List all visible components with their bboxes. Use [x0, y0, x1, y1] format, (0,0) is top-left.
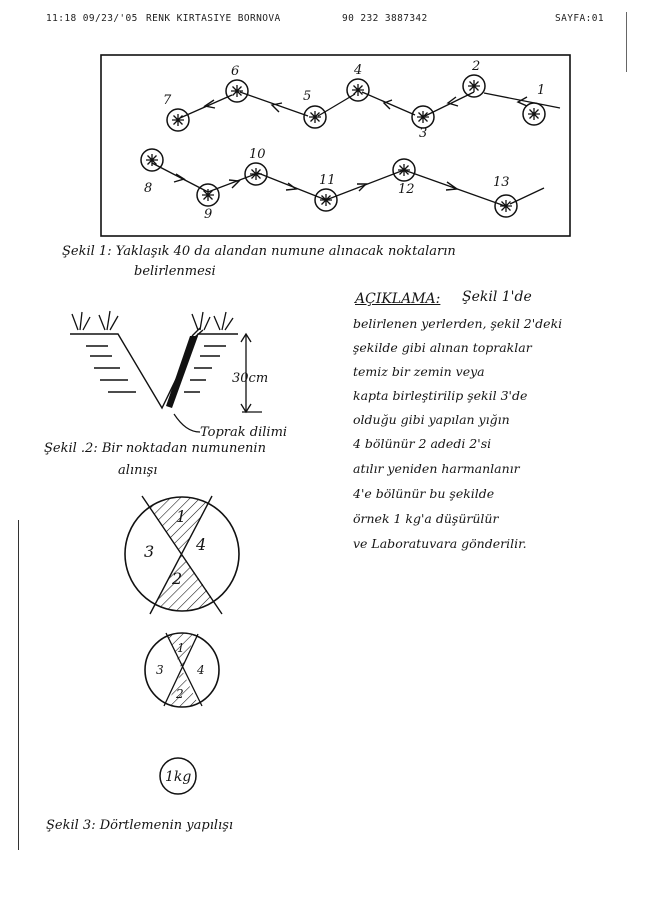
figure3-large-quarter-4: 4 — [196, 535, 207, 554]
figure1-point-2-label: 2 — [472, 59, 481, 74]
figure2-pit-diagram — [0, 290, 340, 450]
figure3-caption: Şekil 3: Dörtlemenin yapılışı — [46, 818, 234, 833]
figure3-small-quarter-3: 3 — [156, 663, 164, 677]
fax-phone: 90 232 3887342 — [342, 13, 428, 24]
figure3-quartering-diagram — [0, 470, 340, 830]
figure1-point-7-marker — [167, 109, 189, 131]
figure3-large-quarter-1: 1 — [176, 507, 187, 526]
figure1-point-1-marker — [523, 103, 545, 125]
figure1-point-10-marker — [245, 163, 267, 185]
figure3-small-quarter-2: 2 — [176, 687, 184, 701]
figure1-point-8-marker — [141, 149, 163, 171]
fax-page-number: SAYFA:01 — [555, 13, 604, 24]
figure3-large-quarter-2: 2 — [172, 569, 183, 588]
figure1-point-4-label: 4 — [354, 63, 363, 78]
figure3-large-quarter-3: 3 — [144, 542, 155, 561]
explanation-line-11: ve Laboratuvara gönderilir. — [353, 536, 527, 551]
explanation-line-7: 4 bölünür 2 adedi 2'si — [353, 436, 492, 451]
figure2-depth-label: 30cm — [232, 371, 269, 386]
figure1-point-3-marker — [412, 106, 434, 128]
figure1-caption-line1: Şekil 1: Yaklaşık 40 da alandan numune alınacak noktaların — [62, 244, 456, 259]
figure2-slice-label: Toprak dilimi — [200, 425, 288, 440]
figure1-direction-arrows — [174, 97, 527, 191]
figure3-final-label: 1kg — [165, 769, 192, 785]
figure1-point-7-label: 7 — [163, 93, 172, 108]
figure2-caption-line2: alınışı — [118, 463, 158, 478]
figure2-pit-outline — [70, 334, 238, 408]
explanation-line-2: belirlenen yerlerden, şekil 2'deki — [353, 316, 563, 331]
figure1-point-1-label: 1 — [537, 83, 546, 98]
figure1-point-6-label: 6 — [231, 64, 240, 79]
figure1-sampling-map — [0, 0, 650, 240]
figure1-caption-line2: belirlenmesi — [134, 264, 216, 279]
figure1-point-6-marker — [226, 80, 248, 102]
figure3-small-quarter-4: 4 — [197, 663, 205, 677]
explanation-line-5: kapta birleştirilip şekil 3'de — [353, 388, 528, 403]
figure1-point-4-marker — [347, 79, 369, 101]
explanation-line-3: şekilde gibi alınan topraklar — [353, 340, 532, 355]
figure1-point-9-marker — [197, 184, 219, 206]
figure1-point-13-marker — [495, 195, 517, 217]
figure1-point-10-label: 10 — [249, 147, 266, 162]
figure1-point-5-marker — [304, 106, 326, 128]
figure3-small-quarter-1: 1 — [177, 641, 185, 655]
fax-sender: RENK KIRTASIYE BORNOVA — [146, 13, 281, 24]
figure1-point-12-marker — [393, 159, 415, 181]
explanation-line-10: örnek 1 kg'a düşürülür — [353, 511, 499, 526]
figure1-point-2-marker — [463, 75, 485, 97]
figure2-caption-line1: Şekil .2: Bir noktadan numunenin — [44, 441, 266, 456]
figure1-point-11-marker — [315, 189, 337, 211]
figure1-point-8-label: 8 — [144, 181, 153, 196]
figure2-slice-pointer — [174, 414, 200, 432]
figure1-point-12-label: 12 — [398, 182, 415, 197]
explanation-line-9: 4'e bölünür bu şekilde — [353, 486, 495, 501]
explanation-line-6: olduğu gibi yapılan yığın — [353, 412, 510, 427]
fax-time-date: 11:18 09/23/'05 — [46, 13, 138, 24]
figure2-grass-tufts — [72, 311, 233, 330]
figure1-point-5-label: 5 — [303, 89, 312, 104]
explanation-line-8: atılır yeniden harmanlanır — [353, 461, 520, 476]
figure2-soil-slice — [166, 336, 198, 408]
figure1-point-3-label: 3 — [419, 126, 428, 141]
figure1-point-13-label: 13 — [493, 175, 510, 190]
explanation-line-1: Şekil 1'de — [462, 289, 532, 305]
explanation-heading: AÇIKLAMA: — [355, 291, 441, 307]
figure1-point-9-label: 9 — [204, 207, 213, 222]
explanation-line-4: temiz bir zemin veya — [353, 364, 485, 379]
figure1-frame — [101, 55, 570, 236]
figure1-point-11-label: 11 — [319, 173, 336, 188]
